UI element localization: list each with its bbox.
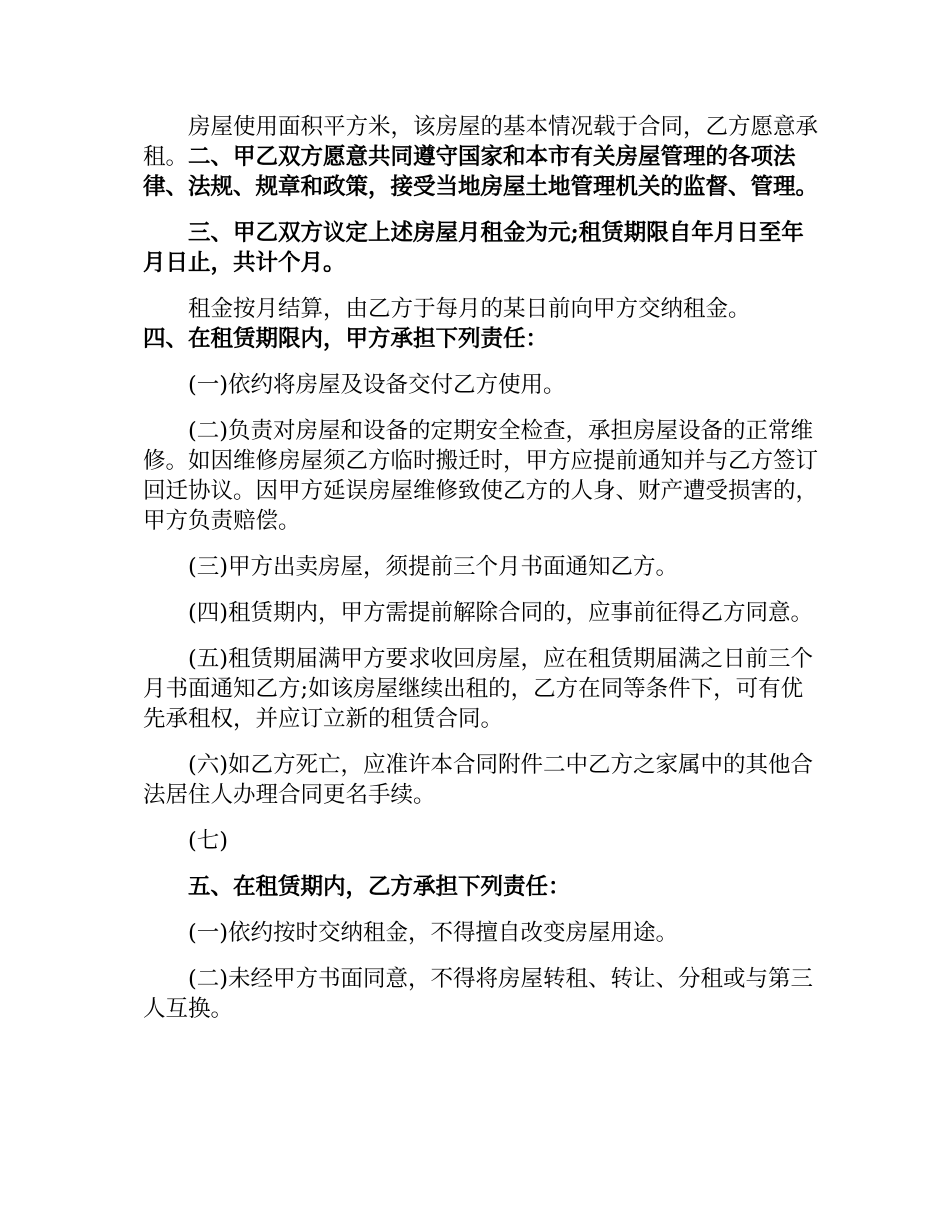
text-area-intro: 房屋使用面积平方米，该房屋的基本情况载于合同，乙方愿意承租。 xyxy=(143,114,819,170)
paragraph-area-intro xyxy=(143,112,823,202)
clause-2-heading: 二、甲乙双方愿意共同遵守国家和本市有关房屋管理的各项法律、法规、规章和政策，接受当地房屋土地管理机关的监督、管理。 xyxy=(143,144,819,200)
clause-4-item-5: (五)租赁期届满甲方要求收回房屋，应在租赁期届满之日前三个月书面通知乙方;如该房屋继续出租的，乙方在同等条件下，可有优先承租权，并应订立新的租赁合同。 xyxy=(143,646,814,732)
clause-5-item-2: (二)未经甲方书面同意，不得将房屋转租、转让、分租或与第三人互换。 xyxy=(143,966,814,1022)
clause-4-item-6: (六)如乙方死亡，应准许本合同附件二中乙方之家属中的其他合法居住人办理合同更名手续。 xyxy=(143,752,814,808)
clause-4-item-4: (四)租赁期内，甲方需提前解除合同的，应事前征得乙方同意。 xyxy=(188,600,814,626)
document-page xyxy=(143,112,823,1040)
clause-4-item-1: (一)依约将房屋及设备交付乙方使用。 xyxy=(188,372,566,398)
clause-5-heading: 五、在租赁期内，乙方承担下列责任： xyxy=(188,874,571,900)
clause-4-item-2: (二)负责对房屋和设备的定期安全检查，承担房屋设备的正常维修。如因维修房屋须乙方临时搬迁时，甲方应提前通知并与乙方签订回迁协议。因甲方延误房屋维修致使乙方的人身、财产遭受损害的，甲方负责赔偿。 xyxy=(143,418,819,534)
clause-5-item-1: (一)依约按时交纳租金，不得擅自改变房屋用途。 xyxy=(188,920,679,946)
clause-4-heading: 四、在租赁期限内，甲方承担下列责任： xyxy=(143,326,549,352)
paragraph-rent-payment: 租金按月结算，由乙方于每月的某日前向甲方交纳租金。 xyxy=(188,296,751,322)
clause-3-heading: 三、甲乙双方议定上述房屋月租金为元;租赁期限自年月日至年月日止，共计个月。 xyxy=(143,220,804,276)
clause-4-item-3: (三)甲方出卖房屋，须提前三个月书面通知乙方。 xyxy=(188,554,679,580)
clause-4-item-7: (七) xyxy=(188,828,229,854)
